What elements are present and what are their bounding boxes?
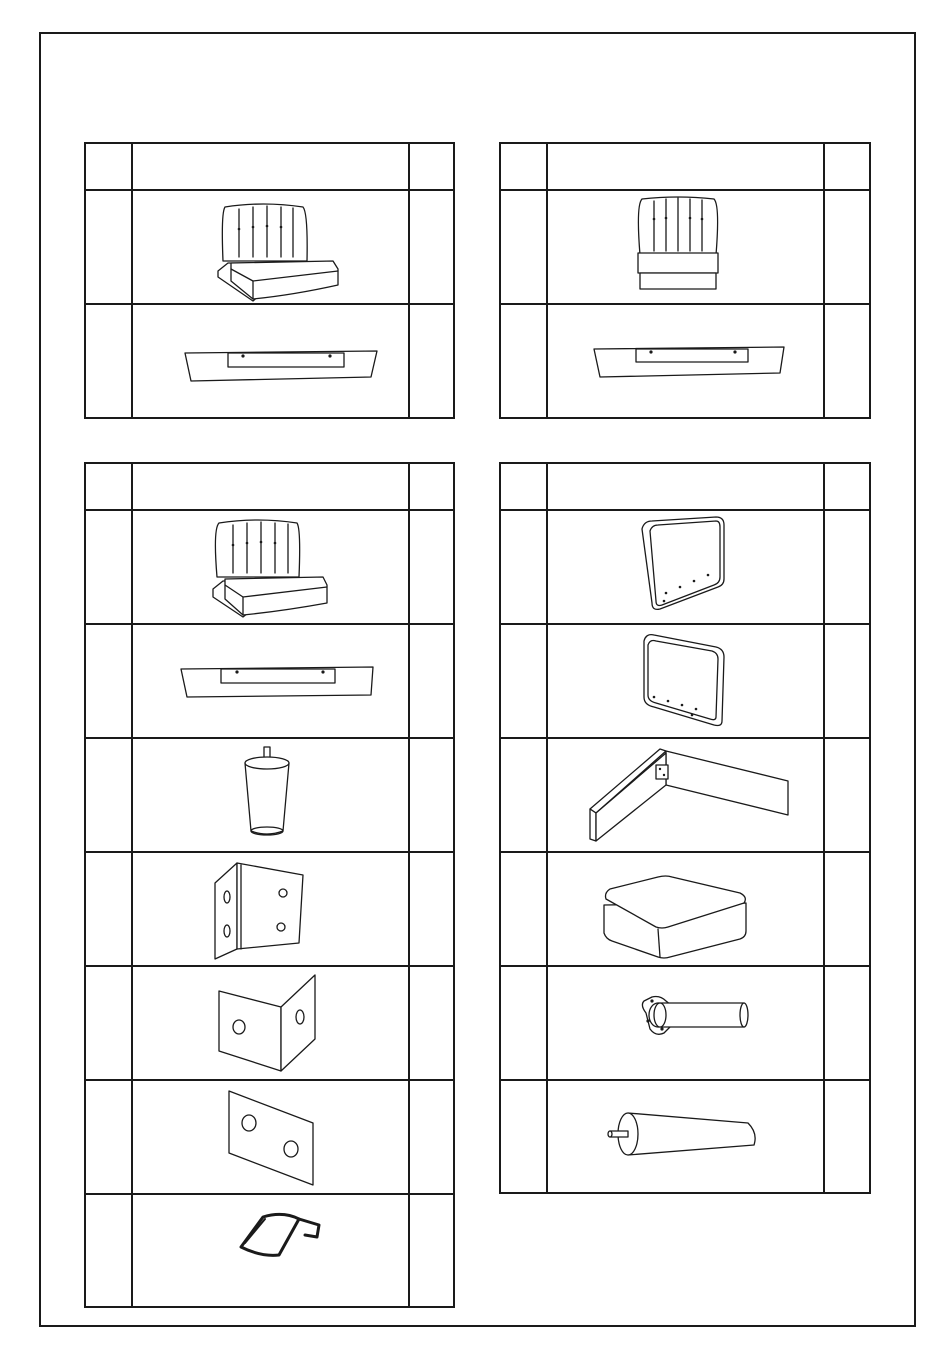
part-illustration-cell: [548, 191, 823, 303]
armless-chair-module-icon: [548, 191, 823, 303]
header-no-cell: [86, 144, 131, 189]
row-number-cell: [501, 191, 546, 303]
part-illustration-cell: [133, 967, 408, 1079]
header-description-cell: [548, 464, 823, 509]
part-illustration-cell: [133, 511, 408, 623]
parts-table-top-left: [84, 142, 455, 419]
quantity-cell: [825, 191, 870, 303]
header-qty-cell: [825, 464, 870, 509]
part-illustration-cell: [548, 967, 823, 1079]
base-board-with-bracket-icon: [133, 625, 408, 737]
corner-base-board-icon: [548, 739, 823, 851]
parts-table-bottom-left: [84, 462, 455, 1308]
part-illustration-cell: [133, 739, 408, 851]
header-qty-cell: [410, 464, 455, 509]
part-illustration-cell: [548, 305, 823, 417]
seat-cushion-icon: [548, 853, 823, 965]
leg-with-mounting-plate-icon: [548, 967, 823, 1079]
quantity-cell: [410, 305, 455, 417]
part-illustration-cell: [133, 625, 408, 737]
quantity-cell: [825, 305, 870, 417]
back-cushion-icon: [548, 511, 823, 623]
quantity-cell: [410, 191, 455, 303]
header-qty-cell: [410, 144, 455, 189]
row-number-cell: [86, 191, 131, 303]
header-description-cell: [548, 144, 823, 189]
header-description-cell: [133, 464, 408, 509]
cylinder-leg-icon: [548, 1081, 823, 1193]
row-number-cell: [86, 305, 131, 417]
header-no-cell: [501, 144, 546, 189]
parts-table-bottom-right: [499, 462, 871, 1194]
sofa-seat-module-icon: [133, 511, 408, 623]
corner-bracket-two-hole-icon: [133, 967, 408, 1079]
part-illustration-cell: [548, 853, 823, 965]
base-board-with-bracket-icon: [548, 305, 823, 417]
part-illustration-cell: [133, 1195, 408, 1307]
parts-table-top-right: [499, 142, 871, 419]
part-illustration-cell: [548, 511, 823, 623]
l-bracket-four-hole-icon: [133, 853, 408, 965]
row-number-cell: [501, 305, 546, 417]
header-no-cell: [86, 464, 131, 509]
part-illustration-cell: [133, 1081, 408, 1193]
back-cushion-angled-icon: [548, 625, 823, 737]
base-board-with-bracket-icon: [133, 305, 408, 417]
tapered-leg-icon: [133, 739, 408, 851]
header-qty-cell: [825, 144, 870, 189]
sofa-seat-module-icon: [133, 191, 408, 303]
header-description-cell: [133, 144, 408, 189]
part-illustration-cell: [548, 739, 823, 851]
part-illustration-cell: [548, 1081, 823, 1193]
part-illustration-cell: [548, 625, 823, 737]
part-illustration-cell: [133, 853, 408, 965]
flat-plate-two-hole-icon: [133, 1081, 408, 1193]
part-illustration-cell: [133, 305, 408, 417]
allen-key-bag-icon: [133, 1195, 408, 1307]
header-no-cell: [501, 464, 546, 509]
part-illustration-cell: [133, 191, 408, 303]
